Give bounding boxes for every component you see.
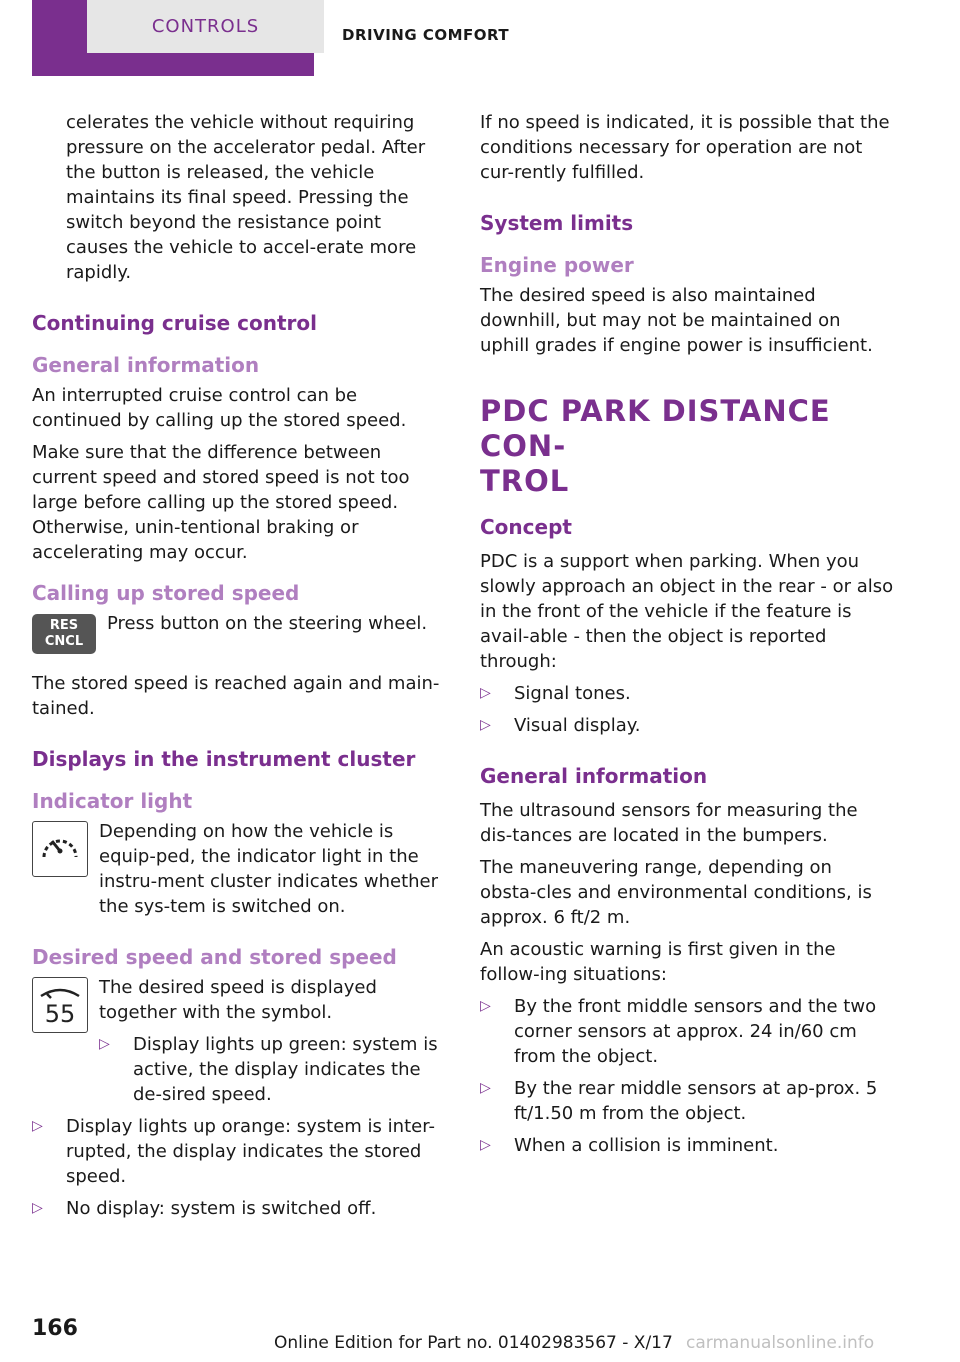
- paragraph-difference: Make sure that the difference between current speed and stored speed is not too large before calling up the stored speed. Otherwise, unin-tentional braking or accelerating may occur.: [32, 442, 410, 563]
- list-item: ▷ Display lights up orange: system is inter-rupted, the display indicates the stored speed.: [32, 1116, 435, 1187]
- header-tab-bar: [0, 0, 960, 78]
- heading-displays-instrument-cluster: Displays in the instrument cluster: [32, 747, 416, 771]
- cruise-control-indicator-icon: [32, 821, 88, 877]
- indicator-row: [32, 819, 448, 919]
- list-item: ▷ By the rear middle sensors at ap-prox. 5 ft/1.50 m from the object.: [480, 1078, 878, 1124]
- list-item: ▷ No display: system is switched off.: [32, 1198, 377, 1219]
- bullet-icon: ▷: [480, 1137, 491, 1153]
- paragraph-ultrasound: The ultrasound sensors for measuring the dis-tances are located in the bumpers.: [480, 800, 858, 846]
- list-item: ▷ Signal tones.: [480, 683, 631, 704]
- paragraph-engine-power: The desired speed is also maintained downhill, but may not be maintained on uphill grades if engine power is insufficient.: [480, 285, 873, 356]
- paragraph-acoustic: An acoustic warning is first given in the follow-ing situations:: [480, 939, 836, 985]
- list-item: ▷ Display lights up green: system is active, the display indicates the de-sired speed.: [99, 1034, 438, 1105]
- bullet-list-concept: [480, 681, 894, 738]
- heading-desired-stored-speed: Desired speed and stored speed: [32, 945, 397, 969]
- paragraph-interrupted: An interrupted cruise control can be continued by calling up the stored speed.: [32, 385, 407, 431]
- right-column: [480, 110, 894, 1165]
- bullet-icon: ▷: [480, 998, 491, 1014]
- left-column: [32, 110, 448, 1228]
- heading-general-information-pdc: General information: [480, 764, 708, 788]
- tab-controls[interactable]: [32, 0, 314, 76]
- res-cncl-button-icon: [32, 614, 96, 654]
- page-number: 166: [32, 1316, 78, 1341]
- bullet-icon: ▷: [480, 717, 491, 733]
- speed-symbol-row: [32, 975, 448, 1107]
- bullet-list-inner: [32, 1032, 448, 1107]
- paragraph-no-speed: If no speed is indicated, it is possible that the conditions necessary for operation are not cur-rently fulfilled.: [480, 112, 890, 183]
- tab-controls-label: CONTROLS: [87, 0, 324, 53]
- list-item: ▷ When a collision is imminent.: [480, 1135, 779, 1156]
- list-item: ▷ Visual display.: [480, 715, 641, 736]
- heading-system-limits: System limits: [480, 211, 634, 235]
- heading-general-information: General information: [32, 353, 260, 377]
- bullet-icon: ▷: [480, 685, 491, 701]
- speed-symbol-number: 55: [44, 1000, 76, 1028]
- paragraph-accelerate: celerates the vehicle without requiring pressure on the accelerator pedal. After the button is released, the vehicle maintains its final speed. Pressing the switch beyond the resistance point causes the vehicle to accel-erate more rapidly.: [66, 112, 426, 283]
- paragraph-concept: PDC is a support when parking. When you slowly approach an object in the rear - or also in the front of the vehicle if the feature is avail-able - then the object is reported through:: [480, 551, 894, 672]
- heading-continuing-cruise-control: Continuing cruise control: [32, 311, 318, 335]
- bullet-icon: ▷: [32, 1118, 43, 1134]
- paragraph-press-button: Press button on the steering wheel.: [107, 613, 428, 634]
- res-label: RES: [49, 618, 79, 633]
- heading-indicator-light: Indicator light: [32, 789, 193, 813]
- bullet-icon: ▷: [99, 1036, 110, 1052]
- list-item: ▷ By the front middle sensors and the two corner sensors at approx. 24 in/60 cm from the object.: [480, 996, 877, 1067]
- tab-driving-comfort[interactable]: DRIVING COMFORT: [342, 26, 510, 44]
- heading-engine-power: Engine power: [480, 253, 634, 277]
- paragraph-maneuvering: The maneuvering range, depending on obsta-cles and environmental conditions, is approx. 6 ft/2 m.: [480, 857, 872, 928]
- paragraph-desired-speed: The desired speed is displayed together with the symbol.: [99, 977, 377, 1023]
- watermark: carmanualsonline.info: [686, 1333, 875, 1353]
- bullet-list-warning: [480, 994, 894, 1158]
- paragraph-stored-speed: The stored speed is reached again and main-tained.: [32, 673, 440, 719]
- bullet-icon: ▷: [32, 1200, 43, 1216]
- speed-symbol-icon: [32, 977, 88, 1033]
- heading-calling-up-stored-speed: Calling up stored speed: [32, 581, 300, 605]
- bullet-list-outer: [32, 1114, 448, 1221]
- edition-note: Online Edition for Part no. 01402983567 - X/17: [274, 1333, 673, 1353]
- paragraph-indicator-light: Depending on how the vehicle is equip-ped, the indicator light in the instru-ment cluster indicates whether the sys-tem is switched on.: [99, 821, 439, 917]
- cncl-label: CNCL: [44, 634, 84, 649]
- heading-pdc-park-distance-control: PDC PARK DISTANCE CON- TROL: [480, 394, 831, 498]
- bullet-icon: ▷: [480, 1080, 491, 1096]
- res-cncl-row: [32, 611, 448, 661]
- heading-concept: Concept: [480, 515, 572, 539]
